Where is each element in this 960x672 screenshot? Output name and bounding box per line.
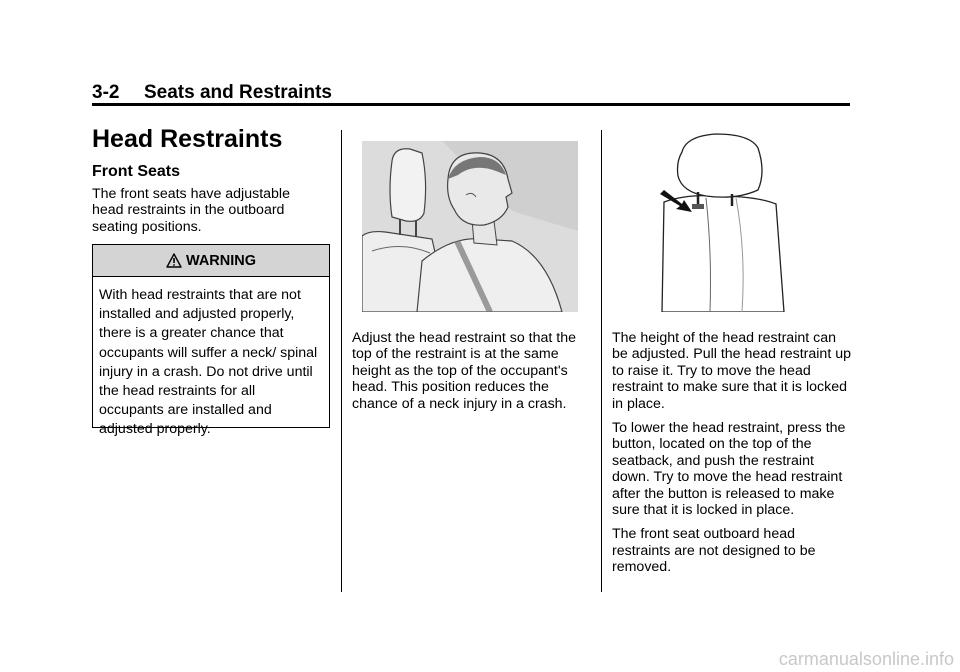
right-paragraph-2: To lower the head restraint, press the button, located on the top of the seatback, and push the restraint down. Try to move the head restraint after the button is released to make sure that it is locked in place.	[612, 420, 846, 519]
right-paragraph-3: The front seat outboard head restraints are not designed to be removed.	[612, 526, 816, 576]
occupant-head-restraint-illustration	[362, 141, 578, 312]
warning-triangle-icon	[166, 253, 182, 268]
page-number: 3-2	[92, 82, 120, 103]
head-restraint-button-illustration	[646, 132, 786, 312]
warning-label: WARNING	[185, 252, 257, 269]
warning-box	[92, 244, 330, 438]
right-paragraph-1: The height of the head restraint can be adjusted. Pull the head restraint up to raise it. Try to move the head restraint to make sure that it is locked in place.	[612, 330, 851, 412]
warning-header	[93, 245, 329, 277]
page-header	[92, 82, 850, 104]
column-divider-2	[601, 130, 602, 592]
header-rule	[92, 103, 850, 106]
watermark: carmanualsonline.info	[778, 649, 954, 669]
page-title: Head Restraints	[92, 125, 283, 153]
subsection-title: Front Seats	[92, 163, 181, 180]
warning-text: With head restraints that are not installed and adjusted properly, there is a greater chance that occupants will suffer a neck/ spinal injury in a crash. Do not drive until the head restraints for all occupants are installed and adjusted properly.	[99, 287, 318, 438]
column-divider-1	[341, 130, 342, 592]
middle-text	[352, 330, 592, 420]
right-text	[612, 330, 852, 584]
intro-text	[92, 186, 322, 243]
middle-paragraph: Adjust the head restraint so that the top of the restraint is at the same height as the top of the occupant's head. This position reduces the chance of a neck injury in a crash.	[352, 330, 576, 412]
intro-paragraph: The front seats have adjustable head restraints in the outboard seating positions.	[92, 186, 290, 235]
section-title: Seats and Restraints	[144, 82, 332, 103]
